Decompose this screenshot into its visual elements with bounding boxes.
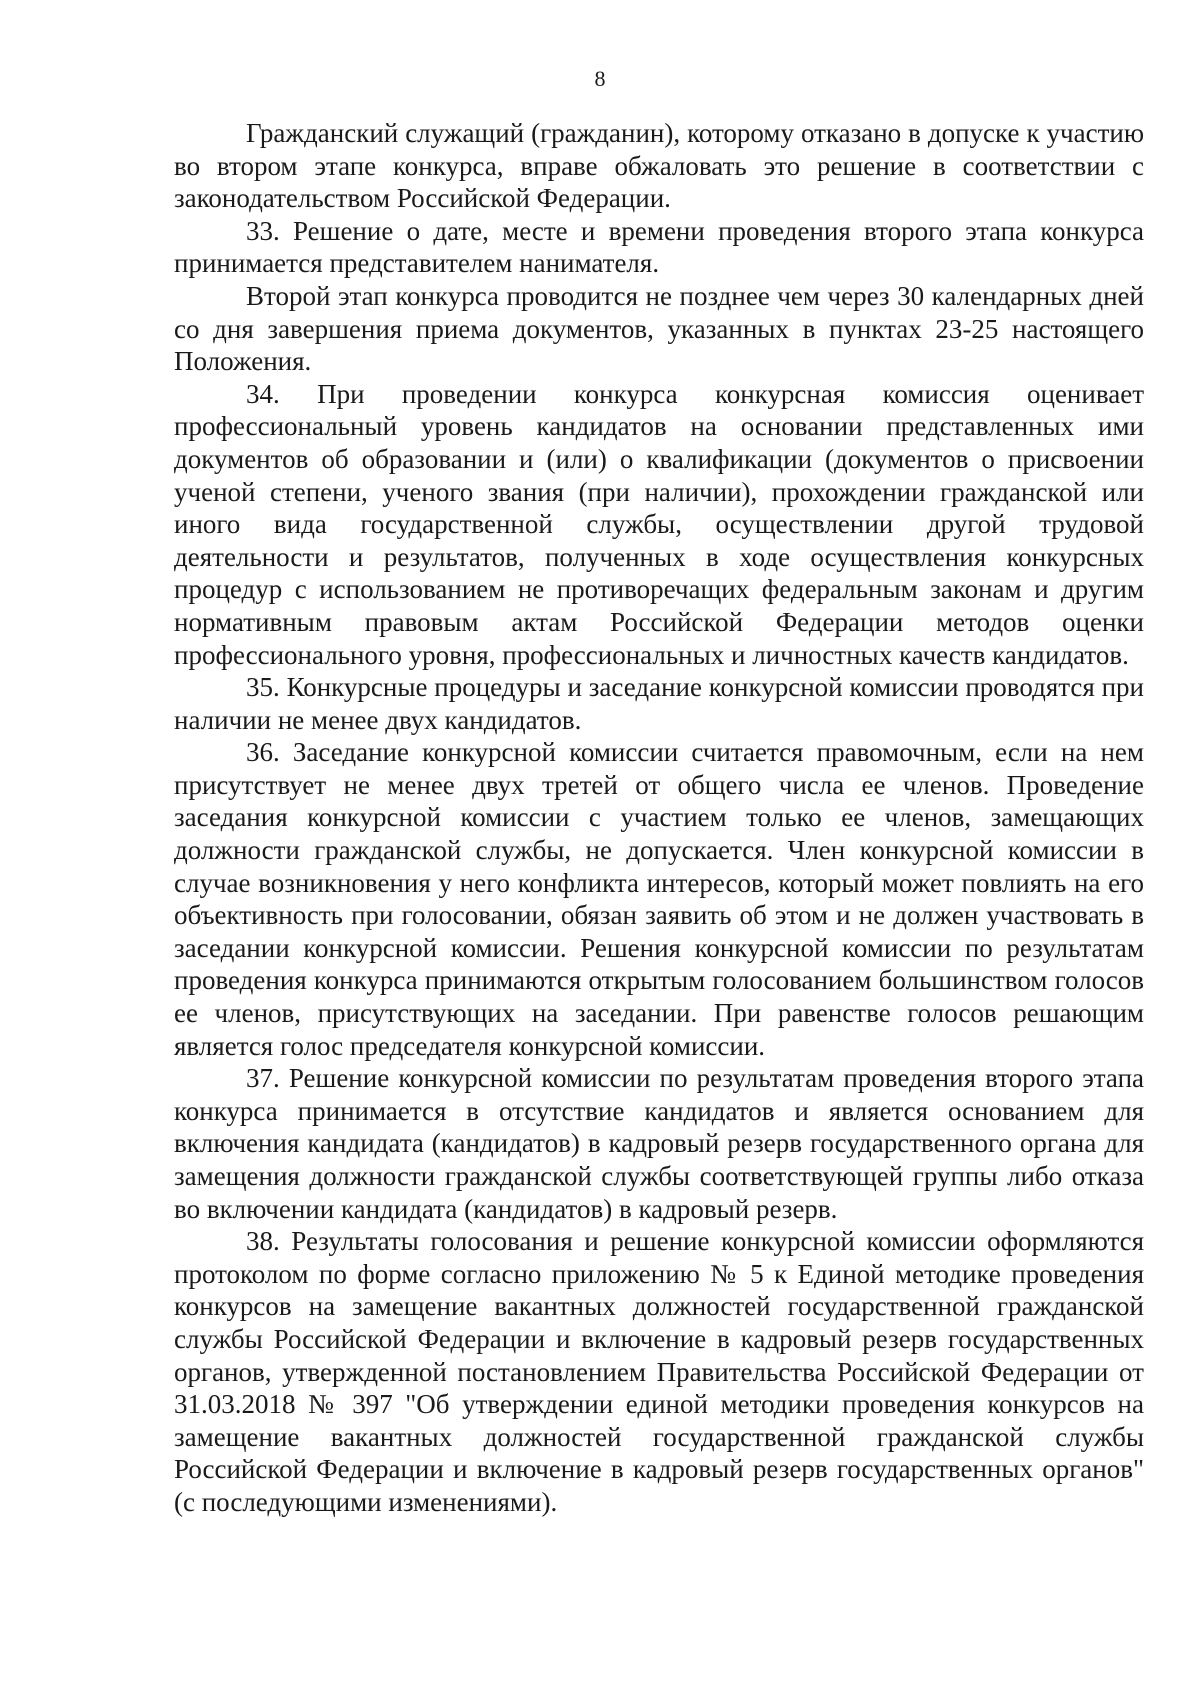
paragraph-34: 34. При проведении конкурса конкурсная комиссия оценивает профессиональный уровень кандидатов на основании представленных ими документов об образовании и (или) о квалификации (документов о присвоении ученой степени, ученого звания (при наличии), прохождении гражданской или иного вида государственной службы, осуществлении другой трудовой деятельности и результатов, полученных в ходе осуществления конкурсных процедур с использованием не противоречащих федеральным законам и другим нормативным правовым актам Российской Федерации методов оценки профессионального уровня, профессиональных и личностных качеств кандидатов. xyxy=(174,378,1144,670)
paragraph-36: 36. Заседание конкурсной комиссии считается правомочным, если на нем присутствует не менее двух третей от общего числа ее членов. Проведение заседания конкурсной комиссии с участием только ее членов, замещающих должности гражданской службы, не допускается. Член конкурсной комиссии в случае возникновения у него конфликта интересов, который может повлиять на его объективность при голосовании, обязан заявить об этом и не должен участвовать в заседании конкурсной комиссии. Решения конкурсной комиссии по результатам проведения конкурса принимаются открытым голосованием большинством голосов ее членов, присутствующих на заседании. При равенстве голосов решающим является голос председателя конкурсной комиссии. xyxy=(174,737,1144,1061)
paragraph-38: 38. Результаты голосования и решение конкурсной комиссии оформляются протоколом по форме согласно приложению № 5 к Единой методике проведения конкурсов на замещение вакантных должностей государственной гражданской службы Российской Федерации и включение в кадровый резерв государственных органов, утвержденной постановлением Правительства Российской Федерации от 31.03.2018 № 397 "Об утверждении единой методики проведения конкурсов на замещение вакантных должностей государственной гражданской службы Российской Федерации и включение в кадровый резерв государственных органов" (с последующими изменениями). xyxy=(174,1226,1144,1517)
paragraph-35: 35. Конкурсные процедуры и заседание конкурсной комиссии проводятся при наличии не менее двух кандидатов. xyxy=(174,672,1144,735)
page-number: 8 xyxy=(594,66,606,91)
paragraph-33-second-stage: Второй этап конкурса проводится не позднее чем через 30 календарных дней со дня завершения приема документов, указанных в пунктах 23-25 настоящего Положения. xyxy=(174,280,1144,377)
paragraph-37: 37. Решение конкурсной комиссии по результатам проведения второго этапа конкурса принимается в отсутствие кандидатов и является основанием для включения кандидата (кандидатов) в кадровый резерв государственного органа для замещения должности гражданской службы соответствующей группы либо отказа во включении кандидата (кандидатов) в кадровый резерв. xyxy=(174,1063,1144,1224)
paragraph-appeal-right: Гражданский служащий (гражданин), которому отказано в допуске к участию во втором этапе конкурса, вправе обжаловать это решение в соответствии с законодательством Российской Федерации. xyxy=(174,118,1144,214)
document-body xyxy=(174,117,1144,1519)
paragraph-33: 33. Решение о дате, месте и времени проведения второго этапа конкурса принимается представителем нанимателя. xyxy=(174,215,1144,279)
